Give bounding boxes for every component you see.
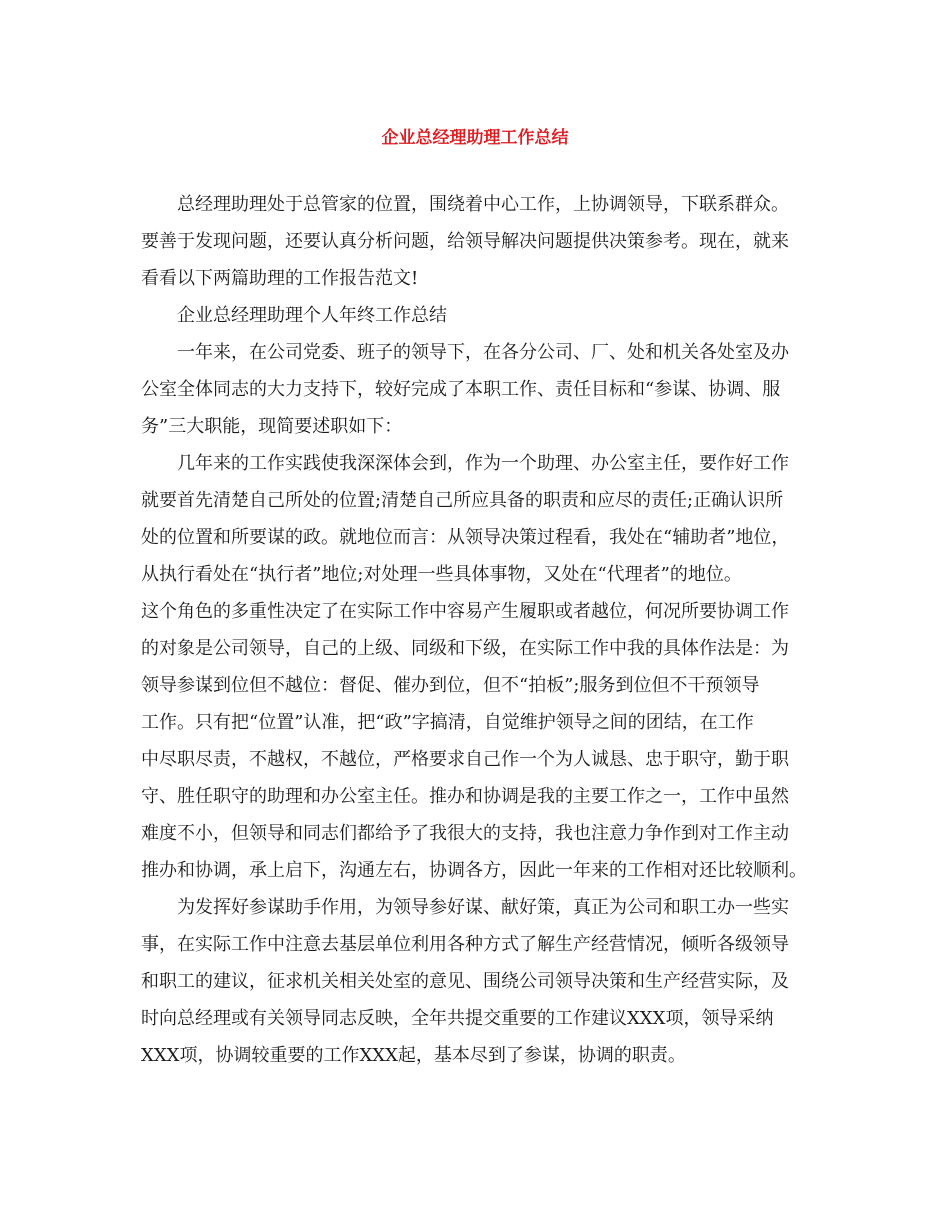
paragraph-line: 领导参谋到位但不越位：督促、催办到位，但不“拍板”;服务到位但不干预领导 xyxy=(141,675,760,696)
paragraph-line: XXX项，协调较重要的工作XXX起，基本尽到了参谋，协调的职责。 xyxy=(141,1045,686,1066)
paragraph-line: 的对象是公司领导，自己的上级、同级和下级，在实际工作中我的具体作法是：为 xyxy=(141,638,789,659)
paragraph-line: 这个角色的多重性决定了在实际工作中容易产生履职或者越位，何况所要协调工作 xyxy=(141,601,789,622)
paragraph-line: 就要首先清楚自己所处的位置;清楚自己所应具备的职责和应尽的责任;正确认识所 xyxy=(141,490,784,511)
paragraph-line: 推办和协调，承上启下，沟通左右，协调各方，因此一年来的工作相对还比较顺利。 xyxy=(141,860,807,881)
paragraph-line: 要善于发现问题，还要认真分析问题，给领导解决问题提供决策参考。现在，就来 xyxy=(141,231,789,252)
paragraph-line: 时向总经理或有关领导同志反映，全年共提交重要的工作建议XXX项，领导采纳 xyxy=(141,1008,774,1029)
paragraph-line: 看看以下两篇助理的工作报告范文! xyxy=(141,268,419,289)
paragraph-line: 守、胜任职守的助理和办公室主任。推办和协调是我的主要工作之一，工作中虽然 xyxy=(141,786,789,807)
paragraph-line: 几年来的工作实践使我深深体会到，作为一个助理、办公室主任，要作好工作 xyxy=(177,453,789,474)
paragraph-line: 难度不小，但领导和同志们都给予了我很大的支持，我也注意力争作到对工作主动 xyxy=(141,823,789,844)
paragraph-line: 和职工的建议，征求机关相关处室的意见、围绕公司领导决策和生产经营实际，及 xyxy=(141,971,789,992)
paragraph-line: 中尽职尽责，不越权，不越位，严格要求自己作一个为人诚恳、忠于职守，勤于职 xyxy=(141,749,789,770)
paragraph-line: 事，在实际工作中注意去基层单位利用各种方式了解生产经营情况，倾听各级领导 xyxy=(141,934,789,955)
paragraph-line: 总经理助理处于总管家的位置，围绕着中心工作，上协调领导，下联系群众。 xyxy=(177,194,789,215)
paragraph-line: 务”三大职能，现简要述职如下： xyxy=(141,416,403,437)
paragraph-line: 工作。只有把“位置”认准，把“政”字搞清，自觉维护领导之间的团结，在工作 xyxy=(141,712,754,733)
paragraph-line: 一年来，在公司党委、班子的领导下，在各分公司、厂、处和机关各处室及办 xyxy=(177,342,789,363)
paragraph-line: 处的位置和所要谋的政。就地位而言：从领导决策过程看，我处在“辅助者”地位， xyxy=(141,527,790,548)
paragraph-line: 企业总经理助理个人年终工作总结 xyxy=(177,305,447,326)
paragraph-line: 为发挥好参谋助手作用，为领导参好谋、献好策，真正为公司和职工办一些实 xyxy=(177,897,789,918)
document-title: 企业总经理助理工作总结 xyxy=(381,128,569,148)
paragraph-line: 从执行看处在“执行者”地位;对处理一些具体事物，又处在“代理者”的地位。 xyxy=(141,564,742,585)
paragraph-line: 公室全体同志的大力支持下，较好完成了本职工作、责任目标和“参谋、协调、服 xyxy=(141,379,781,400)
